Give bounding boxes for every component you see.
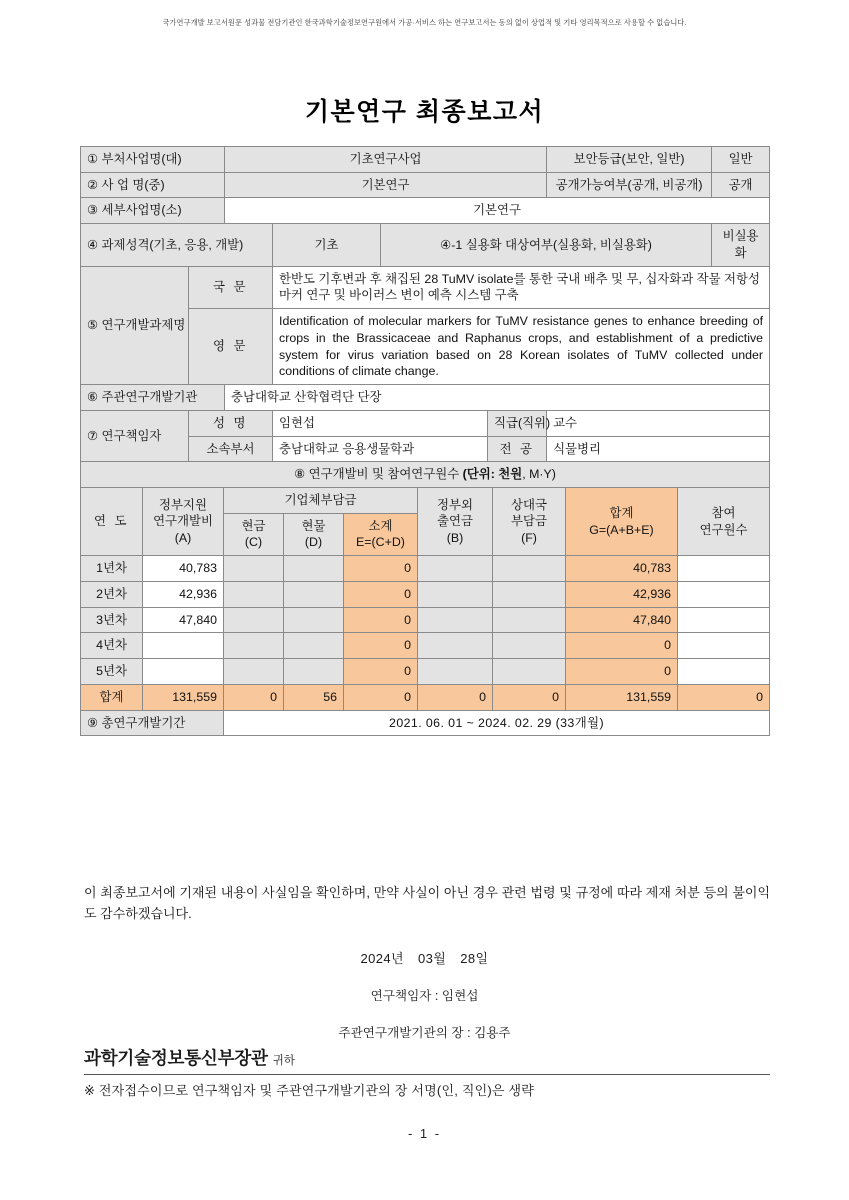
table-row bbox=[81, 659, 770, 685]
principal-investigator-label: ⑦ 연구책임자 bbox=[81, 410, 189, 461]
korean-title-label: 국 문 bbox=[189, 266, 273, 308]
inkind-value bbox=[284, 659, 344, 685]
pi-rank-label: 직급(직위) bbox=[488, 410, 547, 436]
table-row bbox=[81, 488, 770, 514]
host-institution-label: ⑥ 주관연구개발기관 bbox=[81, 385, 225, 411]
public-disclosure-label: 공개가능여부(공개, 비공개) bbox=[547, 172, 712, 198]
ministry-program-label: ① 부처사업명(대) bbox=[81, 147, 225, 173]
budget-caption-unit: (단위: 천원 bbox=[462, 467, 523, 482]
budget-caption bbox=[81, 462, 770, 488]
declaration-statement: 이 최종보고서에 기재된 내용이 사실임을 확인하며, 만약 사실이 아닌 경우 관련 법령 및 규정에 따라 제재 처분 등의 불이익도 감수하겠습니다. bbox=[84, 885, 770, 922]
researchers-line2: 연구원수 bbox=[699, 522, 748, 537]
gov-support-value: 40,783 bbox=[143, 556, 224, 582]
cash-line1: 현금 bbox=[241, 518, 266, 533]
project-info-table bbox=[80, 146, 770, 462]
total-partner: 0 bbox=[493, 684, 566, 710]
table-row bbox=[81, 266, 770, 308]
signature-date bbox=[0, 948, 849, 967]
partner-value bbox=[493, 607, 566, 633]
gov-support-line1: 정부지원 bbox=[159, 497, 207, 512]
nongov-line2: 출연금 bbox=[437, 514, 473, 529]
pi-name-value: 임현섭 bbox=[273, 410, 488, 436]
pi-dept-label: 소속부서 bbox=[189, 436, 273, 462]
pi-name-label: 성 명 bbox=[189, 410, 273, 436]
subtotal-line1: 소계 bbox=[368, 518, 393, 533]
partner-value bbox=[493, 581, 566, 607]
research-period-label: ⑨ 총연구개발기간 bbox=[81, 710, 224, 736]
project-type-value: 기초 bbox=[273, 224, 381, 266]
total-value: 0 bbox=[566, 659, 678, 685]
table-row bbox=[81, 710, 770, 736]
total-cash: 0 bbox=[224, 684, 284, 710]
inkind-value bbox=[284, 581, 344, 607]
subtotal-value: 0 bbox=[344, 607, 418, 633]
pi-major-label: 전 공 bbox=[488, 436, 547, 462]
pi-dept-value: 충남대학교 응용생물학과 bbox=[273, 436, 488, 462]
partner-line2: 부담금 bbox=[511, 514, 547, 529]
table-row bbox=[81, 410, 770, 436]
col-header-nongov bbox=[418, 488, 493, 556]
total-nongov: 0 bbox=[418, 684, 493, 710]
inkind-value bbox=[284, 607, 344, 633]
budget-caption-text1: ⑧ 연구개발비 및 참여연구원수 bbox=[294, 467, 463, 482]
total-subtotal: 0 bbox=[344, 684, 418, 710]
subtotal-value: 0 bbox=[344, 659, 418, 685]
english-title-value: Identification of molecular markers for TuMV resistance genes to enhance breeding of crops in the Brassicaceae and Raphanus crops, and establishment of a predictive system for virus variation based on 28 Korean isolates of TuMV collected under conditions of climate change. bbox=[273, 309, 770, 385]
inkind-value bbox=[284, 633, 344, 659]
table-row bbox=[81, 633, 770, 659]
nongov-line1: 정부외 bbox=[437, 497, 473, 512]
copyright-notice: 국가연구개발 보고서원문 성과물 전담기관인 한국과학기술정보연구원에서 가공·서비스 하는 연구보고서는 동의 없이 상업적 및 기타 영리목적으로 사용할 수 없습니다. bbox=[162, 18, 687, 27]
budget-table bbox=[80, 461, 770, 710]
total-row-label: 합계 bbox=[81, 684, 143, 710]
nongov-value bbox=[418, 581, 493, 607]
addressee-minister: 과학기술정보통신부장관 bbox=[84, 1048, 268, 1068]
subtotal-value: 0 bbox=[344, 556, 418, 582]
table-row bbox=[81, 607, 770, 633]
project-title-label: ⑤ 연구개발과제명 bbox=[81, 266, 189, 384]
researchers-value bbox=[678, 581, 770, 607]
institution-head-signature-line: 주관연구개발기관의 장 : 김용주 bbox=[338, 1026, 511, 1040]
table-row bbox=[81, 462, 770, 488]
total-value: 42,936 bbox=[566, 581, 678, 607]
ministry-program-value: 기초연구사업 bbox=[225, 147, 547, 173]
total-gov-support: 131,559 bbox=[143, 684, 224, 710]
host-institution-value: 충남대학교 산학협력단 단장 bbox=[225, 385, 770, 411]
table-row bbox=[81, 172, 770, 198]
inkind-line2: (D) bbox=[304, 535, 323, 550]
date-month: 03월 bbox=[418, 951, 447, 966]
english-title-label: 영 문 bbox=[189, 309, 273, 385]
researchers-value bbox=[678, 607, 770, 633]
researchers-line1: 참여 bbox=[711, 505, 736, 520]
col-header-subtotal bbox=[344, 513, 418, 555]
program-name-value: 기본연구 bbox=[225, 172, 547, 198]
total-inkind: 56 bbox=[284, 684, 344, 710]
col-header-company-group: 기업체부담금 bbox=[224, 488, 418, 514]
cash-value bbox=[224, 633, 284, 659]
nongov-value bbox=[418, 556, 493, 582]
subtotal-value: 0 bbox=[344, 581, 418, 607]
total-line1: 합계 bbox=[609, 505, 634, 520]
total-line2: G=(A+B+E) bbox=[589, 522, 654, 537]
sub-program-value: 기본연구 bbox=[225, 198, 770, 224]
col-header-inkind bbox=[284, 513, 344, 555]
table-row bbox=[81, 198, 770, 224]
researchers-value bbox=[678, 633, 770, 659]
year-label: 5년차 bbox=[81, 659, 143, 685]
partner-value bbox=[493, 633, 566, 659]
total-researchers: 0 bbox=[678, 684, 770, 710]
gov-support-value: 42,936 bbox=[143, 581, 224, 607]
table-row-total bbox=[81, 684, 770, 710]
table-row bbox=[81, 147, 770, 173]
page-number: - 1 - bbox=[407, 1126, 442, 1141]
pi-rank-value: 교수 bbox=[547, 410, 770, 436]
period-table bbox=[80, 710, 770, 737]
gov-support-value: 47,840 bbox=[143, 607, 224, 633]
table-row bbox=[81, 385, 770, 411]
cash-value bbox=[224, 556, 284, 582]
nongov-line3: (B) bbox=[446, 530, 464, 545]
partner-value bbox=[493, 556, 566, 582]
pi-major-value: 식물병리 bbox=[547, 436, 770, 462]
year-label: 1년차 bbox=[81, 556, 143, 582]
year-label: 2년차 bbox=[81, 581, 143, 607]
col-header-total bbox=[566, 488, 678, 556]
partner-value bbox=[493, 659, 566, 685]
addressee-block bbox=[84, 1045, 770, 1075]
subtotal-line2: E=(C+D) bbox=[356, 535, 405, 550]
gov-support-value bbox=[143, 659, 224, 685]
year-label: 3년차 bbox=[81, 607, 143, 633]
table-row bbox=[81, 581, 770, 607]
table-row bbox=[81, 556, 770, 582]
commercialization-value: 비실용화 bbox=[712, 224, 770, 266]
security-level-value: 일반 bbox=[712, 147, 770, 173]
electronic-submission-note: ※ 전자접수이므로 연구책임자 및 주관연구개발기관의 장 서명(인, 직인)은 생략 bbox=[84, 1083, 534, 1098]
inkind-line1: 현물 bbox=[301, 518, 326, 533]
cash-line2: (C) bbox=[244, 535, 263, 550]
nongov-value bbox=[418, 659, 493, 685]
project-type-label: ④ 과제성격(기초, 응용, 개발) bbox=[81, 224, 273, 266]
col-header-cash bbox=[224, 513, 284, 555]
gov-support-line3: (A) bbox=[174, 530, 192, 545]
total-value: 47,840 bbox=[566, 607, 678, 633]
report-cover-sheet bbox=[80, 146, 769, 736]
researchers-value bbox=[678, 556, 770, 582]
cash-value bbox=[224, 581, 284, 607]
cash-value bbox=[224, 607, 284, 633]
col-header-gov-support bbox=[143, 488, 224, 556]
total-grand: 131,559 bbox=[566, 684, 678, 710]
sub-program-label: ③ 세부사업명(소) bbox=[81, 198, 225, 224]
inkind-value bbox=[284, 556, 344, 582]
subtotal-value: 0 bbox=[344, 633, 418, 659]
year-label: 4년차 bbox=[81, 633, 143, 659]
gov-support-line2: 연구개발비 bbox=[153, 514, 213, 529]
security-level-label: 보안등급(보안, 일반) bbox=[547, 147, 712, 173]
page-title: 기본연구 최종보고서 bbox=[304, 98, 545, 126]
gov-support-value bbox=[143, 633, 224, 659]
commercialization-label: ④-1 실용화 대상여부(실용화, 비실용화) bbox=[381, 224, 712, 266]
addressee-honorific: 귀하 bbox=[272, 1055, 295, 1067]
korean-title-value: 한반도 기후변과 후 채집된 28 TuMV isolate를 통한 국내 배추 및 무, 십자화과 작물 저항성 마커 연구 및 바이러스 변이 예측 시스템 구축 bbox=[273, 266, 770, 308]
total-value: 40,783 bbox=[566, 556, 678, 582]
nongov-value bbox=[418, 607, 493, 633]
cash-value bbox=[224, 659, 284, 685]
research-period-value: 2021. 06. 01 ~ 2024. 02. 29 (33개월) bbox=[224, 710, 770, 736]
date-year: 2024년 bbox=[360, 951, 405, 966]
total-value: 0 bbox=[566, 633, 678, 659]
partner-line1: 상대국 bbox=[511, 497, 547, 512]
budget-caption-text2: , M·Y) bbox=[522, 467, 556, 482]
col-header-researchers bbox=[678, 488, 770, 556]
researchers-value bbox=[678, 659, 770, 685]
program-name-label: ② 사 업 명(중) bbox=[81, 172, 225, 198]
col-header-partner bbox=[493, 488, 566, 556]
table-row bbox=[81, 224, 770, 266]
col-header-year: 연 도 bbox=[81, 488, 143, 556]
pi-signature-line: 연구책임자 : 임현섭 bbox=[370, 989, 479, 1003]
partner-line3: (F) bbox=[521, 530, 537, 545]
public-disclosure-value: 공개 bbox=[712, 172, 770, 198]
nongov-value bbox=[418, 633, 493, 659]
date-day: 28일 bbox=[460, 951, 489, 966]
